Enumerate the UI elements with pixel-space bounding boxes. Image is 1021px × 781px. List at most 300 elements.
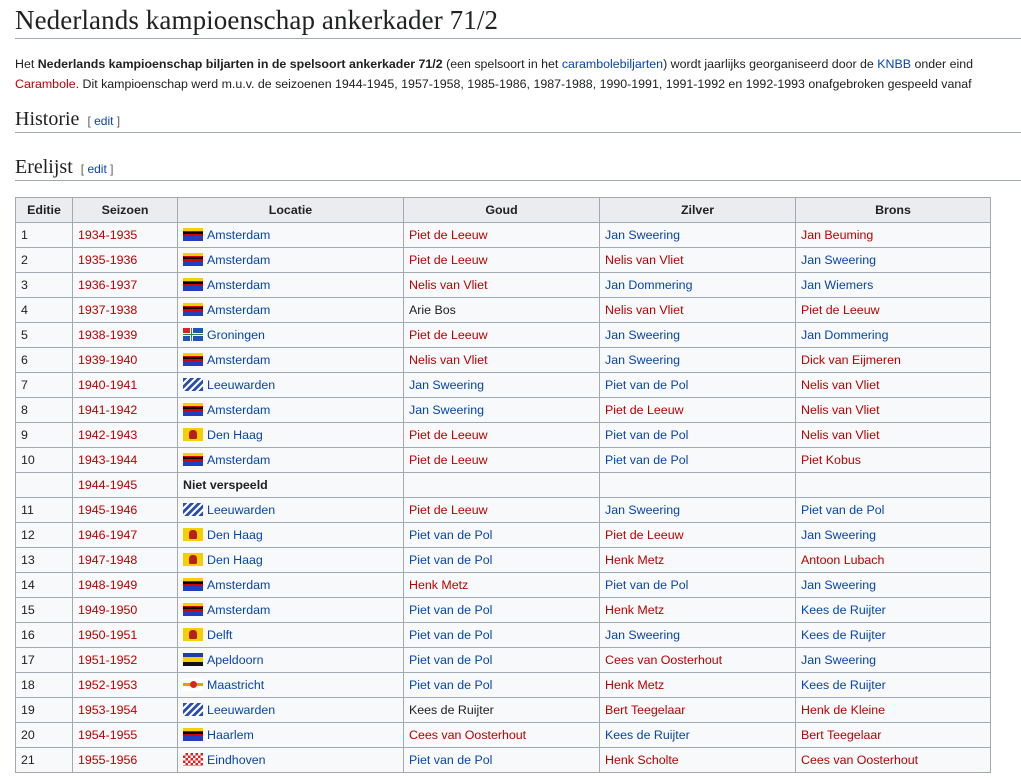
cell-brons — [796, 673, 991, 698]
cell-goud — [404, 348, 600, 373]
column-header-zilver[interactable]: Zilver — [600, 198, 796, 223]
cell-zilver — [600, 373, 796, 398]
leeuwarden-flag-icon[interactable] — [183, 703, 203, 716]
table-row — [16, 748, 991, 773]
amsterdam-flag-icon[interactable] — [183, 278, 203, 291]
player-link[interactable]: Nelis van Vliet — [801, 378, 880, 392]
cell-seizoen — [73, 748, 178, 773]
location-link[interactable]: Den Haag — [207, 553, 263, 567]
cell-editie: 4 — [16, 298, 73, 323]
cell-locatie — [178, 623, 404, 648]
intro-line-2 — [15, 74, 1021, 94]
cell-zilver — [600, 473, 796, 498]
cell-editie: 8 — [16, 398, 73, 423]
cell-locatie — [178, 723, 404, 748]
cell-brons — [796, 573, 991, 598]
section-heading-historie — [15, 106, 1021, 133]
location-link[interactable]: Amsterdam — [207, 278, 271, 292]
cell-locatie — [178, 573, 404, 598]
cell-locatie — [178, 348, 404, 373]
player-link[interactable]: Piet van de Pol — [409, 628, 493, 642]
cell-seizoen — [73, 423, 178, 448]
cell-seizoen — [73, 723, 178, 748]
cell-seizoen — [73, 223, 178, 248]
cell-goud — [404, 473, 600, 498]
location-link[interactable]: Haarlem — [207, 728, 254, 742]
player-link[interactable]: Nelis van Vliet — [605, 253, 684, 267]
player-link[interactable]: Piet Kobus — [801, 453, 861, 467]
table-row — [16, 698, 991, 723]
player-link[interactable]: Bert Teegelaar — [801, 728, 882, 742]
inline-link[interactable]: carambolebiljarten — [561, 57, 664, 71]
cell-zilver — [600, 523, 796, 548]
cell-brons — [796, 723, 991, 748]
bold-term: Nederlands kampioenschap biljarten in de spelsoort ankerkader 71/2 — [37, 57, 443, 71]
player-link[interactable]: Jan Sweering — [409, 378, 485, 392]
cell-seizoen — [73, 598, 178, 623]
location-link[interactable]: Amsterdam — [207, 578, 271, 592]
cell-seizoen — [73, 348, 178, 373]
location-link[interactable]: Leeuwarden — [207, 503, 276, 517]
player-link[interactable]: Kees de Ruijter — [801, 678, 886, 692]
player-link[interactable]: Piet de Leeuw — [409, 503, 488, 517]
season-link[interactable]: 1948-1949 — [78, 578, 138, 592]
table-row — [16, 523, 991, 548]
season-link[interactable]: 1941-1942 — [78, 403, 138, 417]
inline-redlink[interactable]: Carambole — [15, 77, 76, 91]
intro-paragraph — [15, 54, 1021, 94]
cell-seizoen — [73, 648, 178, 673]
player-link[interactable]: Piet de Leeuw — [409, 228, 488, 242]
season-link[interactable]: 1949-1950 — [78, 603, 138, 617]
player-link[interactable]: Cees van Oosterhout — [605, 653, 723, 667]
season-link[interactable]: 1940-1941 — [78, 378, 138, 392]
cell-goud — [404, 598, 600, 623]
table-row — [16, 623, 991, 648]
location-link[interactable]: Amsterdam — [207, 253, 271, 267]
table-row — [16, 473, 991, 498]
player-link[interactable]: Jan Dommering — [605, 278, 693, 292]
player-link[interactable]: Kees de Ruijter — [801, 603, 886, 617]
inline-link[interactable]: KNBB — [877, 57, 912, 71]
player-link[interactable]: Nelis van Vliet — [801, 403, 880, 417]
cell-brons — [796, 648, 991, 673]
season-link[interactable]: 1955-1956 — [78, 753, 138, 767]
cell-zilver — [600, 748, 796, 773]
cell-goud — [404, 273, 600, 298]
cell-editie: 3 — [16, 273, 73, 298]
player-link[interactable]: Piet de Leeuw — [409, 328, 488, 342]
player-link[interactable]: Nelis van Vliet — [605, 303, 684, 317]
edit-link[interactable]: edit — [87, 162, 107, 176]
cell-locatie — [178, 398, 404, 423]
cell-locatie — [178, 648, 404, 673]
cell-seizoen — [73, 248, 178, 273]
player-link[interactable]: Nelis van Vliet — [409, 353, 488, 367]
player-link[interactable]: Cees van Oosterhout — [409, 728, 527, 742]
table-row — [16, 598, 991, 623]
maastricht-flag-icon[interactable] — [183, 678, 203, 691]
cell-locatie — [178, 523, 404, 548]
table-row — [16, 223, 991, 248]
cell-editie: 14 — [16, 573, 73, 598]
cell-seizoen — [73, 673, 178, 698]
player-link[interactable]: Piet de Leeuw — [605, 403, 684, 417]
amsterdam-flag-icon[interactable] — [183, 578, 203, 591]
player-link[interactable]: Nelis van Vliet — [409, 278, 488, 292]
player-link[interactable]: Piet van de Pol — [409, 603, 493, 617]
leeuwarden-flag-icon[interactable] — [183, 503, 203, 516]
cell-seizoen — [73, 298, 178, 323]
cell-seizoen — [73, 473, 178, 498]
cell-seizoen — [73, 448, 178, 473]
cell-brons — [796, 298, 991, 323]
location-link[interactable]: Leeuwarden — [207, 703, 276, 717]
table-row — [16, 448, 991, 473]
cell-editie: 20 — [16, 723, 73, 748]
cell-goud — [404, 248, 600, 273]
cell-zilver — [600, 348, 796, 373]
cell-zilver — [600, 648, 796, 673]
column-header-seizoen[interactable]: Seizoen — [73, 198, 178, 223]
season-link[interactable]: 1952-1953 — [78, 678, 138, 692]
amsterdam-flag-icon[interactable] — [183, 603, 203, 616]
cell-goud — [404, 523, 600, 548]
player-link[interactable]: Antoon Lubach — [801, 553, 885, 567]
cell-seizoen — [73, 373, 178, 398]
cell-locatie — [178, 748, 404, 773]
cell-brons — [796, 748, 991, 773]
cell-locatie — [178, 323, 404, 348]
page-title: Nederlands kampioenschap ankerkader 71/2 — [15, 0, 1021, 39]
player-link[interactable]: Nelis van Vliet — [801, 428, 880, 442]
location-link[interactable]: Groningen — [207, 328, 265, 342]
cell-editie: 7 — [16, 373, 73, 398]
player-link[interactable]: Jan Sweering — [801, 653, 877, 667]
player-link[interactable]: Piet van de Pol — [605, 428, 689, 442]
table-row — [16, 273, 991, 298]
season-link[interactable]: 1945-1946 — [78, 503, 138, 517]
season-link[interactable]: 1950-1951 — [78, 628, 138, 642]
cell-goud — [404, 223, 600, 248]
intro-text: (een spelsoort in het — [442, 57, 562, 71]
cell-seizoen — [73, 273, 178, 298]
player-link[interactable]: Piet van de Pol — [409, 678, 493, 692]
intro-text: ) wordt jaarlijks georganiseerd door de — [663, 57, 878, 71]
player-link[interactable]: Piet van de Pol — [801, 503, 885, 517]
article — [15, 0, 1021, 767]
cell-brons — [796, 373, 991, 398]
season-link[interactable]: 1944-1945 — [78, 478, 138, 492]
cell-seizoen — [73, 498, 178, 523]
cell-zilver — [600, 248, 796, 273]
table-header-row — [16, 198, 991, 223]
table-row — [16, 248, 991, 273]
cell-brons — [796, 273, 991, 298]
cell-zilver — [600, 423, 796, 448]
player-link[interactable]: Piet de Leeuw — [409, 253, 488, 267]
location-link[interactable]: Amsterdam — [207, 403, 271, 417]
cell-goud — [404, 623, 600, 648]
player-link[interactable]: Piet van de Pol — [409, 653, 493, 667]
player-link[interactable]: Piet van de Pol — [409, 528, 493, 542]
cell-seizoen — [73, 398, 178, 423]
cell-seizoen — [73, 573, 178, 598]
cell-zilver — [600, 723, 796, 748]
cell-zilver — [600, 223, 796, 248]
cell-editie — [16, 473, 73, 498]
cell-brons — [796, 348, 991, 373]
amsterdam-flag-icon[interactable] — [183, 453, 203, 466]
cell-goud — [404, 723, 600, 748]
amsterdam-flag-icon[interactable] — [183, 728, 203, 741]
cell-locatie — [178, 423, 404, 448]
cell-brons — [796, 323, 991, 348]
player-link[interactable]: Piet de Leeuw — [409, 428, 488, 442]
denhaag-flag-icon[interactable] — [183, 553, 203, 566]
player-link[interactable]: Jan Sweering — [801, 578, 877, 592]
cell-brons — [796, 598, 991, 623]
player-link[interactable]: Jan Dommering — [801, 328, 889, 342]
player-link[interactable]: Piet van de Pol — [409, 553, 493, 567]
cell-editie: 10 — [16, 448, 73, 473]
location-link[interactable]: Amsterdam — [207, 303, 271, 317]
amsterdam-flag-icon[interactable] — [183, 228, 203, 241]
cell-zilver — [600, 598, 796, 623]
player-name: Kees de Ruijter — [409, 703, 494, 717]
intro-line-1 — [15, 54, 1021, 74]
location-link[interactable]: Delft — [207, 628, 233, 642]
denhaag-flag-icon[interactable] — [183, 428, 203, 441]
cell-brons — [796, 448, 991, 473]
cell-brons — [796, 223, 991, 248]
cell-goud — [404, 648, 600, 673]
cell-goud — [404, 298, 600, 323]
cell-brons — [796, 698, 991, 723]
cell-editie: 11 — [16, 498, 73, 523]
cell-brons — [796, 498, 991, 523]
edit-section-link: [ edit ] — [80, 162, 114, 176]
cell-brons — [796, 473, 991, 498]
cell-locatie — [178, 373, 404, 398]
player-link[interactable]: Cees van Oosterhout — [801, 753, 919, 767]
player-link[interactable]: Jan Sweering — [409, 403, 485, 417]
column-header-locatie[interactable]: Locatie — [178, 198, 404, 223]
player-link[interactable]: Bert Teegelaar — [605, 703, 686, 717]
player-link[interactable]: Piet van de Pol — [409, 753, 493, 767]
cell-zilver — [600, 323, 796, 348]
cell-editie: 17 — [16, 648, 73, 673]
cell-locatie — [178, 673, 404, 698]
cell-locatie — [178, 498, 404, 523]
cell-goud — [404, 323, 600, 348]
cell-goud — [404, 748, 600, 773]
season-link[interactable]: 1951-1952 — [78, 653, 138, 667]
cell-locatie — [178, 548, 404, 573]
location-link[interactable]: Amsterdam — [207, 453, 271, 467]
intro-text: . Dit kampioenschap werd m.u.v. de seizoenen 1944-1945, 1957-1958, 1985-1986, 1987-1988, 1990-1991, 1991-1992 en 1992-1993 onafgebroken gespeeld vanaf — [75, 77, 972, 91]
table-row — [16, 648, 991, 673]
cell-goud — [404, 548, 600, 573]
player-link[interactable]: Piet de Leeuw — [409, 453, 488, 467]
location-link[interactable]: Eindhoven — [207, 753, 266, 767]
table-row — [16, 348, 991, 373]
player-link[interactable]: Henk Scholte — [605, 753, 679, 767]
player-link[interactable]: Jan Sweering — [605, 228, 681, 242]
cell-editie: 2 — [16, 248, 73, 273]
cell-locatie — [178, 598, 404, 623]
location-link[interactable]: Amsterdam — [207, 353, 271, 367]
intro-text: Het — [15, 57, 38, 71]
intro-text: onder eind — [911, 57, 974, 71]
cell-editie: 18 — [16, 673, 73, 698]
cell-zilver — [600, 398, 796, 423]
season-link[interactable]: 1947-1948 — [78, 553, 138, 567]
cell-goud — [404, 698, 600, 723]
season-link[interactable]: 1937-1938 — [78, 303, 138, 317]
player-link[interactable]: Henk Metz — [605, 553, 665, 567]
location-link[interactable]: Maastricht — [207, 678, 265, 692]
cell-editie: 5 — [16, 323, 73, 348]
cell-locatie — [178, 248, 404, 273]
cell-zilver — [600, 498, 796, 523]
cell-editie: 16 — [16, 623, 73, 648]
erelijst-table — [15, 197, 991, 773]
table-body — [16, 223, 991, 773]
season-link[interactable]: 1938-1939 — [78, 328, 138, 342]
table-row — [16, 398, 991, 423]
player-link[interactable]: Jan Sweering — [605, 328, 681, 342]
player-link[interactable]: Henk Metz — [605, 603, 665, 617]
leeuwarden-flag-icon[interactable] — [183, 378, 203, 391]
denhaag-flag-icon[interactable] — [183, 528, 203, 541]
eindhoven-flag-icon[interactable] — [183, 753, 203, 766]
cell-seizoen — [73, 548, 178, 573]
edit-section-link: [ edit ] — [87, 114, 121, 128]
amsterdam-flag-icon[interactable] — [183, 303, 203, 316]
cell-locatie — [178, 223, 404, 248]
cell-zilver — [600, 698, 796, 723]
player-link[interactable]: Henk Metz — [409, 578, 469, 592]
cell-brons — [796, 523, 991, 548]
apeldoorn-flag-icon[interactable] — [183, 653, 203, 666]
location-link[interactable]: Den Haag — [207, 528, 263, 542]
cell-goud — [404, 673, 600, 698]
player-link[interactable]: Jan Sweering — [801, 253, 877, 267]
location-link[interactable]: Amsterdam — [207, 228, 271, 242]
cell-editie: 6 — [16, 348, 73, 373]
cell-zilver — [600, 673, 796, 698]
table-row — [16, 498, 991, 523]
player-link[interactable]: Kees de Ruijter — [801, 628, 886, 642]
player-link[interactable]: Piet de Leeuw — [801, 303, 880, 317]
table-row — [16, 723, 991, 748]
cell-brons — [796, 398, 991, 423]
location-link[interactable]: Apeldoorn — [207, 653, 264, 667]
player-link[interactable]: Piet van de Pol — [605, 578, 689, 592]
cell-seizoen — [73, 323, 178, 348]
season-link[interactable]: 1954-1955 — [78, 728, 138, 742]
cell-goud — [404, 573, 600, 598]
season-link[interactable]: 1934-1935 — [78, 228, 138, 242]
section-title: Erelijst — [15, 156, 73, 178]
player-link[interactable]: Dick van Eijmeren — [801, 353, 901, 367]
cell-brons — [796, 548, 991, 573]
cell-brons — [796, 423, 991, 448]
season-link[interactable]: 1939-1940 — [78, 353, 138, 367]
cell-editie: 12 — [16, 523, 73, 548]
player-link[interactable]: Jan Beuming — [801, 228, 874, 242]
player-link[interactable]: Piet de Leeuw — [605, 528, 684, 542]
table-row — [16, 323, 991, 348]
location-link[interactable]: Leeuwarden — [207, 378, 276, 392]
section-title: Historie — [15, 108, 80, 130]
player-link[interactable]: Jan Wiemers — [801, 278, 874, 292]
cell-locatie — [178, 473, 404, 498]
table-row — [16, 298, 991, 323]
player-link[interactable]: Jan Sweering — [605, 353, 681, 367]
player-link[interactable]: Jan Sweering — [605, 503, 681, 517]
cell-seizoen — [73, 623, 178, 648]
denhaag-flag-icon[interactable] — [183, 628, 203, 641]
player-link[interactable]: Henk Metz — [605, 678, 665, 692]
location-link[interactable]: Amsterdam — [207, 603, 271, 617]
amsterdam-flag-icon[interactable] — [183, 253, 203, 266]
season-link[interactable]: 1942-1943 — [78, 428, 138, 442]
cell-zilver — [600, 548, 796, 573]
cell-locatie — [178, 273, 404, 298]
groningen-flag-icon[interactable] — [183, 328, 203, 341]
season-link[interactable]: 1943-1944 — [78, 453, 138, 467]
cell-zilver — [600, 623, 796, 648]
cell-zilver — [600, 273, 796, 298]
player-link[interactable]: Kees de Ruijter — [605, 728, 690, 742]
player-name: Arie Bos — [409, 303, 456, 317]
season-link[interactable]: 1946-1947 — [78, 528, 138, 542]
location-link[interactable]: Den Haag — [207, 428, 263, 442]
season-link[interactable]: 1935-1936 — [78, 253, 138, 267]
table-row — [16, 423, 991, 448]
not-played-label: Niet verspeeld — [183, 478, 268, 492]
cell-seizoen — [73, 698, 178, 723]
table-row — [16, 573, 991, 598]
player-link[interactable]: Jan Sweering — [605, 628, 681, 642]
cell-locatie — [178, 698, 404, 723]
amsterdam-flag-icon[interactable] — [183, 403, 203, 416]
column-header-brons[interactable]: Brons — [796, 198, 991, 223]
player-link[interactable]: Piet van de Pol — [605, 453, 689, 467]
player-link[interactable]: Piet van de Pol — [605, 378, 689, 392]
cell-editie: 21 — [16, 748, 73, 773]
amsterdam-flag-icon[interactable] — [183, 353, 203, 366]
season-link[interactable]: 1953-1954 — [78, 703, 138, 717]
table-row — [16, 673, 991, 698]
season-link[interactable]: 1936-1937 — [78, 278, 138, 292]
column-header-editie[interactable]: Editie — [16, 198, 73, 223]
cell-editie: 1 — [16, 223, 73, 248]
column-header-goud[interactable]: Goud — [404, 198, 600, 223]
cell-zilver — [600, 573, 796, 598]
cell-brons — [796, 623, 991, 648]
edit-link[interactable]: edit — [94, 114, 114, 128]
cell-locatie — [178, 448, 404, 473]
player-link[interactable]: Henk de Kleine — [801, 703, 886, 717]
cell-editie: 13 — [16, 548, 73, 573]
table-row — [16, 373, 991, 398]
player-link[interactable]: Jan Sweering — [801, 528, 877, 542]
table-row — [16, 548, 991, 573]
cell-editie: 9 — [16, 423, 73, 448]
